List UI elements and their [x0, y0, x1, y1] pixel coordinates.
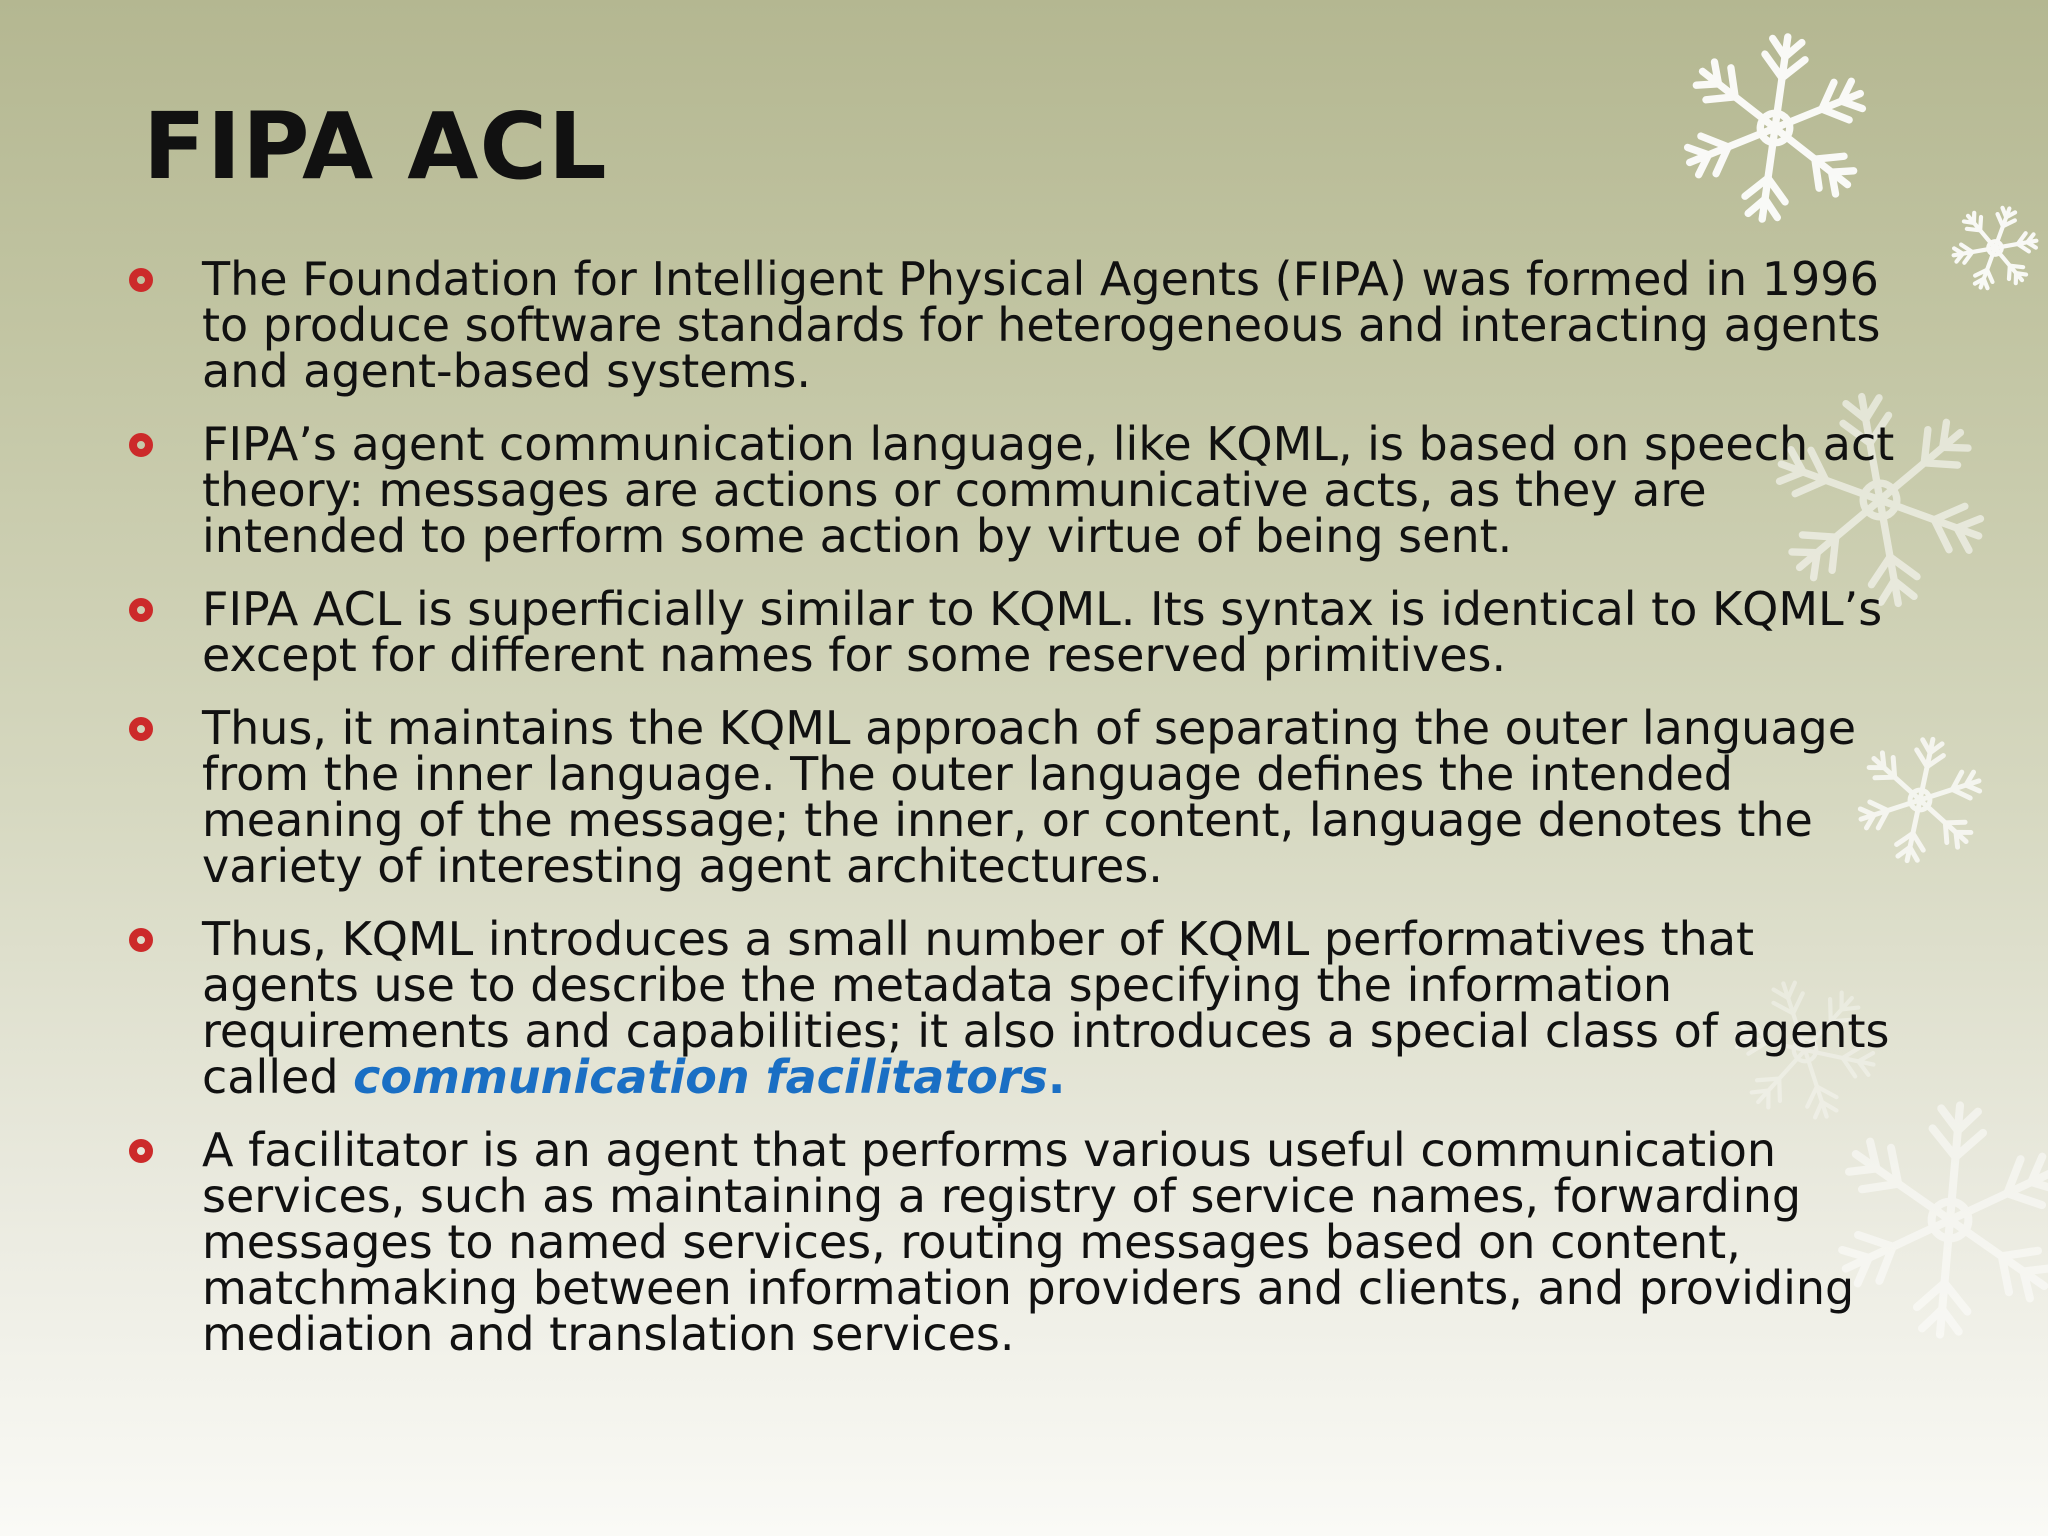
emphasis-term: communication facilitators: [353, 1050, 1048, 1104]
emphasis-period: .: [1047, 1050, 1066, 1104]
bullet-ring-icon: [129, 598, 153, 622]
bullet-item: [0, 701, 2048, 893]
bullet-item: [0, 1123, 2048, 1361]
bullet-item: [0, 912, 2048, 1104]
bullet-text: FIPA ACL is superficially similar to KQML. Its syntax is identical to KQML’s except for different names for some reserved primitives.: [202, 582, 1883, 682]
bullet-ring-icon: [129, 1139, 153, 1163]
bullet-text: A facilitator is an agent that performs various useful communication services, such as maintaining a registry of service names, forwarding messages to named services, routing messages based on content, matchmaking between information providers and clients, and providing mediation and translation services.: [202, 1123, 1855, 1361]
bullet-ring-icon: [129, 928, 153, 952]
bullet-text: Thus, it maintains the KQML approach of separating the outer language from the inner language. The outer language defines the intended meaning of the message; the inner, or content, language denotes the variety of interesting agent architectures.: [202, 701, 1857, 893]
slide-title: FIPA ACL: [143, 93, 608, 200]
snowflake-icon: [1673, 24, 1876, 231]
bullet-item: [0, 417, 2048, 563]
bullet-ring-icon: [129, 433, 153, 457]
bullet-text: The Foundation for Intelligent Physical Agents (FIPA) was formed in 1996 to produce software standards for heterogeneous and interacting agents and agent-based systems.: [202, 252, 1881, 398]
bullet-ring-icon: [129, 717, 153, 741]
bullet-item: [0, 582, 2048, 682]
bullet-text: Thus, KQML introduces a small number of KQML performatives that agents use to describe the metadata specifying the information requirements and capabilities; it also introduces a special class of agents called: [202, 912, 1890, 1104]
bullet-item: [0, 252, 2048, 398]
bullet-ring-icon: [129, 268, 153, 292]
bullet-text: FIPA’s agent communication language, like KQML, is based on speech act theory: messages are actions or communicative acts, as they are intended to perform some action by virtue of being sent.: [202, 417, 1895, 563]
bullet-list: [0, 252, 2048, 1384]
